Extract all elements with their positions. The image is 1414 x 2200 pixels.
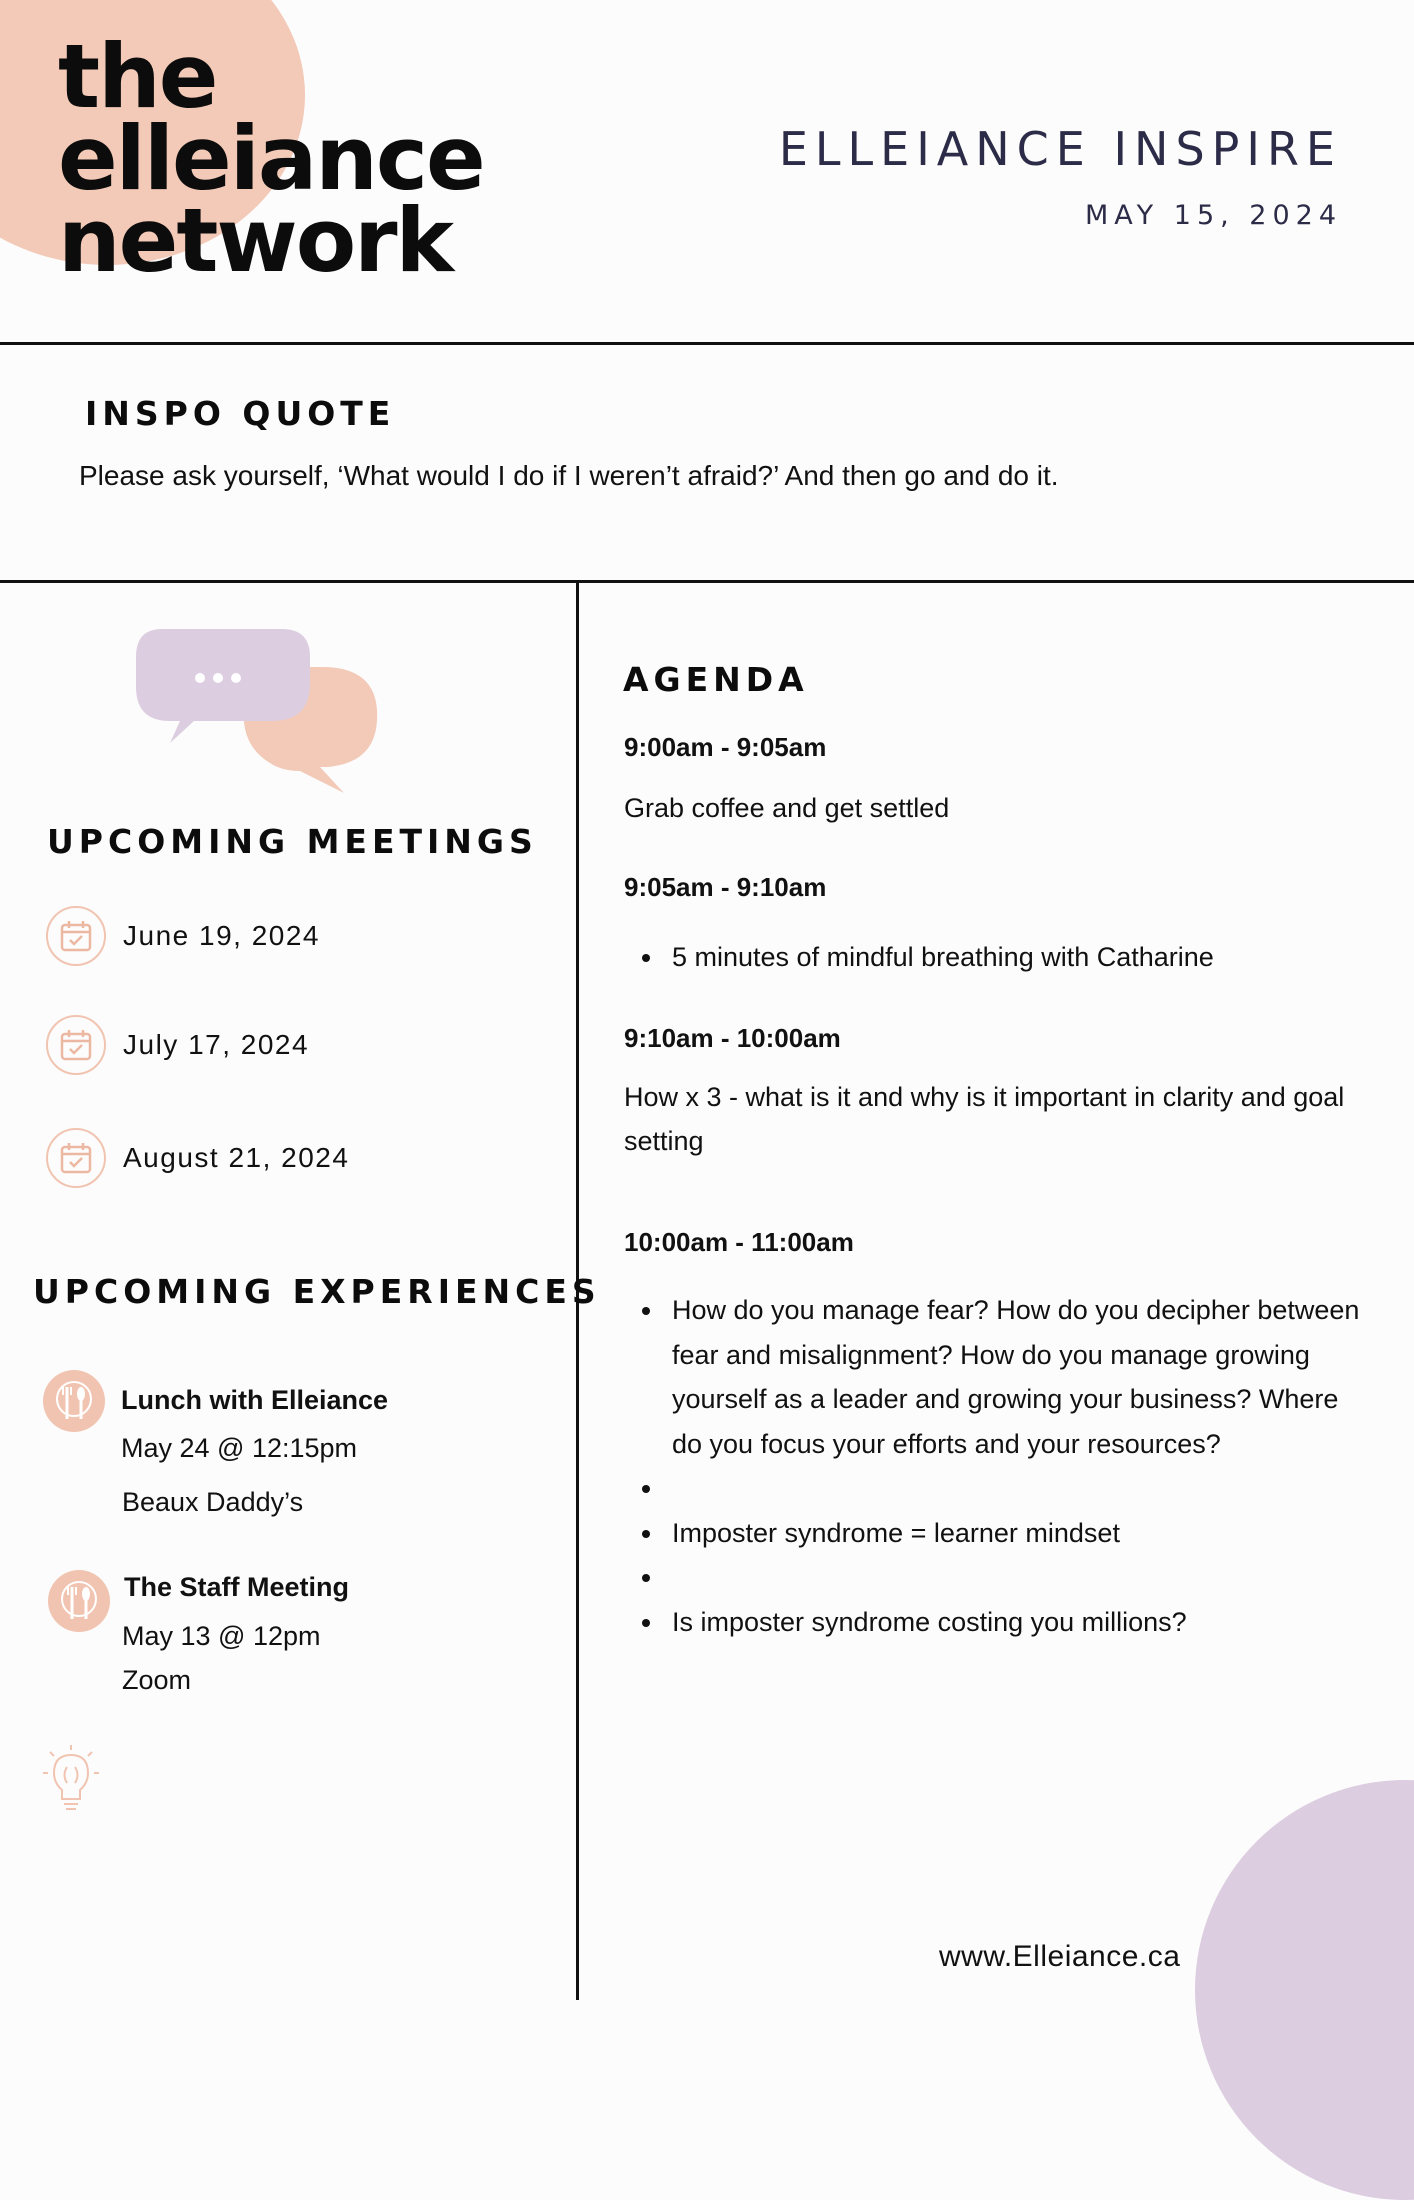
quote-heading: INSPO QUOTE <box>85 394 396 433</box>
meeting-item <box>46 1128 349 1188</box>
experiences-heading: UPCOMING EXPERIENCES <box>33 1272 601 1311</box>
agenda-bullet: 5 minutes of mindful breathing with Catharine <box>624 935 1384 980</box>
agenda-time: 9:10am - 10:00am <box>624 1023 841 1053</box>
quote-text: Please ask yourself, ‘What would I do if I weren’t afraid?’ And then go and do it. <box>79 460 1059 491</box>
agenda-bullets <box>624 935 1384 980</box>
speech-bubbles-icon <box>132 625 382 795</box>
experience-where: Beaux Daddy’s <box>122 1487 304 1517</box>
experience-where: Zoom <box>122 1665 192 1695</box>
agenda-text: Grab coffee and get settled <box>624 793 950 823</box>
lightbulb-icon <box>40 1745 102 1813</box>
agenda-bullet: Imposter syndrome = learner mindset <box>624 1511 1364 1556</box>
calendar-icon <box>46 1015 106 1075</box>
experience-when: May 13 @ 12pm <box>122 1621 321 1651</box>
meeting-date: July 17, 2024 <box>123 1029 310 1060</box>
experience-title: The Staff Meeting <box>124 1572 350 1602</box>
divider-middle <box>0 580 1414 583</box>
meeting-date: June 19, 2024 <box>123 920 320 951</box>
meetings-heading: UPCOMING MEETINGS <box>47 822 538 861</box>
experience-title: Lunch with Elleiance <box>121 1385 389 1415</box>
logo-line-2: elleiance <box>58 107 484 210</box>
agenda-time: 9:05am - 9:10am <box>624 872 827 902</box>
experience-when: May 24 @ 12:15pm <box>121 1433 358 1463</box>
logo-line-1: the <box>58 25 217 128</box>
agenda-time: 10:00am - 11:00am <box>624 1227 854 1257</box>
agenda-bullet <box>624 1555 1364 1600</box>
agenda-bullets <box>624 1288 1364 1644</box>
agenda-time: 9:00am - 9:05am <box>624 732 827 762</box>
dining-icon <box>48 1570 110 1632</box>
event-date: MAY 15, 2024 <box>1085 200 1342 231</box>
agenda-bullet <box>624 1466 1364 1511</box>
agenda-bullet: How do you manage fear? How do you decipher between fear and misalignment? How do you manage growing yourself as a leader and growing your business? Where do you focus your efforts and your resources? <box>624 1288 1364 1466</box>
calendar-icon <box>46 906 106 966</box>
meeting-date: August 21, 2024 <box>123 1142 350 1173</box>
agenda-heading: AGENDA <box>623 660 809 699</box>
website-link[interactable]: www.Elleiance.ca <box>939 1940 1181 1973</box>
logo <box>58 25 484 292</box>
calendar-icon <box>46 1128 106 1188</box>
meeting-item <box>46 1015 309 1075</box>
lilac-circle-decoration <box>1195 1780 1414 2200</box>
divider-top <box>0 342 1414 345</box>
meeting-item <box>46 906 320 966</box>
event-title: ELLEIANCE INSPIRE <box>778 122 1342 176</box>
logo-line-3: network <box>58 189 453 292</box>
dining-icon <box>43 1370 105 1432</box>
agenda-bullet: Is imposter syndrome costing you millions? <box>624 1600 1364 1645</box>
agenda-text: How x 3 - what is it and why is it important in clarity and goal setting <box>624 1082 1345 1156</box>
